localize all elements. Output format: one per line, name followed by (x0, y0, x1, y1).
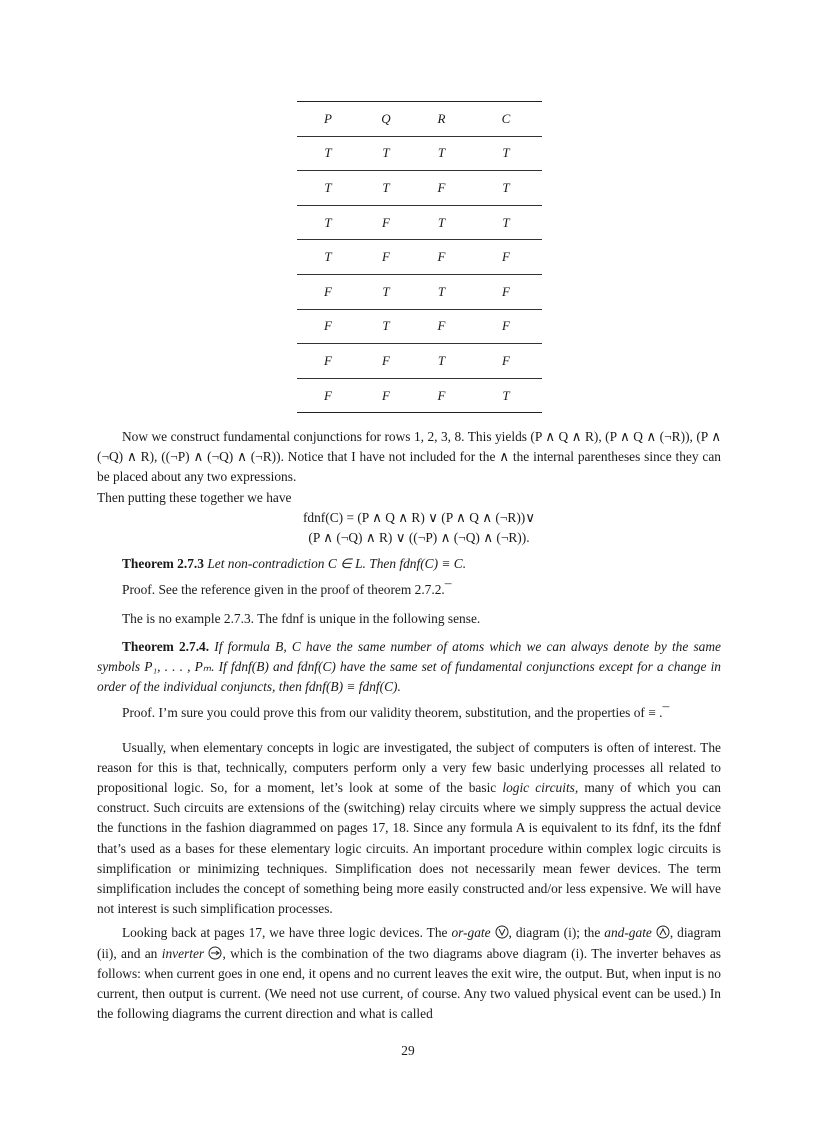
column-header-q: Q (359, 102, 413, 137)
table-cell: F (470, 274, 542, 309)
table-cell: F (297, 344, 359, 379)
or-gate-icon (495, 925, 509, 939)
table-cell: F (413, 309, 470, 344)
table-cell: F (359, 344, 413, 379)
table-cell: T (413, 136, 470, 171)
table-cell: T (297, 136, 359, 171)
emphasis-and-gate: and-gate (604, 925, 652, 941)
text-run: many of which you can construct. Such circuits are extensions of the (switching) relay circuits where we simply suppress the actual device the functions in the fashion diagrammed on pages 17, 18. Since any formula A is equivalent to its fdnf, its the fdnf that’s used as a bases for these elementary logic circuits. An important procedure within complex logic circuits is simplification or minimizing techniques. Simplification does not necessarily mean fewer devices. The term simplification includes the concept of something being more easily constructed and/or less expensive. We will have not interest is such simplification processes. (97, 780, 721, 917)
table-cell: F (297, 274, 359, 309)
table-row (297, 171, 542, 206)
emphasis-or-gate: or-gate (451, 925, 491, 941)
table-row (297, 240, 542, 275)
table-cell: T (297, 171, 359, 206)
equation-line-1: fdnf(C) = (P ∧ Q ∧ R) ∨ (P ∧ Q ∧ (¬R))∨ (302, 509, 536, 525)
paragraph-no-example: The is no example 2.7.3. The fdnf is unique in the following sense. (122, 610, 481, 626)
table-cell: T (359, 136, 413, 171)
table-cell: F (470, 344, 542, 379)
table-cell: T (470, 171, 542, 206)
truth-table (297, 101, 542, 413)
table-cell: T (297, 205, 359, 240)
table-cell: F (470, 309, 542, 344)
table-cell: F (413, 378, 470, 413)
table-cell: T (359, 309, 413, 344)
and-gate-icon (656, 925, 670, 939)
table-cell: F (470, 240, 542, 275)
table-row (297, 136, 542, 171)
emphasis-logic-circuits: logic circuits, (502, 780, 579, 796)
table-cell: T (413, 205, 470, 240)
table-cell: T (413, 274, 470, 309)
table-cell: F (359, 205, 413, 240)
emphasis-inverter: inverter (161, 945, 205, 961)
table-cell: F (297, 378, 359, 413)
table-cell: T (413, 344, 470, 379)
table-cell: T (470, 378, 542, 413)
table-cell: F (297, 309, 359, 344)
table-row (297, 274, 542, 309)
table-header-row (297, 102, 542, 137)
theorem-statement: Let non-contradiction C ∈ L. Then fdnf(C) ≡ C. (207, 556, 467, 572)
body-text (97, 427, 721, 1024)
table-cell: T (359, 171, 413, 206)
table-cell: F (359, 240, 413, 275)
table-cell: F (413, 240, 470, 275)
theorem-statement: If formula B, C have the same number of atoms which we can always denote by the same symbols P₁, . . . , Pₘ. If fdnf(B) and fdnf(C) have the same set of fundamental conjunctions except for a change in order of the individual conjuncts, then fdnf(B) ≡ fdnf(C). (97, 638, 721, 695)
inverter-icon (208, 946, 222, 960)
table-cell: T (359, 274, 413, 309)
paragraph-fundamental-conjunctions: Now we construct fundamental conjunctions for rows 1, 2, 3, 8. This yields (P ∧ Q ∧ R), (P ∧ Q ∧ (¬R)), (P ∧ (¬Q) ∧ R), ((¬P) ∧ (¬Q) ∧ (¬R)). Notice that I have not included for the ∧ the internal parentheses since they can be placed about any two expressions. (97, 429, 721, 485)
text-run: , diagram (i); the (508, 925, 605, 941)
text-run: Looking back at pages 17, we have three logic devices. The (122, 925, 452, 941)
table-cell: F (359, 378, 413, 413)
proof-2-7-3: Proof. See the reference given in the proof of theorem 2.7.2.¯ (122, 582, 452, 598)
table-cell: T (470, 136, 542, 171)
page-number: 29 (401, 1043, 415, 1058)
proof-2-7-4: Proof. I’m sure you could prove this from our validity theorem, substitution, and the properties of ≡ .¯ (122, 705, 670, 721)
theorem-2-7-3 (97, 554, 721, 574)
text-run: Usually, when elementary concepts in logic are investigated, the subject of computers is often of interest. The reason for this is that, technically, computers perform only a very few basic underlying processes all related to propositional logic. So, for a moment, let’s look at some of the basic (97, 739, 721, 796)
column-header-p: P (297, 102, 359, 137)
table-cell: T (470, 205, 542, 240)
table-row (297, 378, 542, 413)
table-row (297, 309, 542, 344)
paragraph-logic-devices (97, 923, 721, 1024)
table-cell: F (413, 171, 470, 206)
theorem-2-7-4 (97, 637, 721, 698)
column-header-c: C (470, 102, 542, 137)
equation-line-2: (P ∧ (¬Q) ∧ R) ∨ ((¬P) ∧ (¬Q) ∧ (¬R)). (308, 530, 530, 546)
column-header-r: R (413, 102, 470, 137)
table-row (297, 205, 542, 240)
theorem-label: Theorem 2.7.4. (122, 638, 210, 654)
paragraph-logic-circuits (97, 738, 721, 920)
text-run: , which is the combination of the two diagrams above diagram (i). The inverter behaves as follows: when current goes in one end, it opens and no current leaves the exit wire, the output. But, when input is no current, then output is current. (We need not use current, of course. Any two valued physical event can be used.) In the following diagrams the current direction and what is called (97, 945, 721, 1022)
table-row (297, 344, 542, 379)
paragraph-putting-together: Then putting these together we have (97, 489, 292, 505)
theorem-label: Theorem 2.7.3 (122, 556, 204, 572)
table-cell: T (297, 240, 359, 275)
text-run: , diagram (ii), and an (97, 925, 721, 961)
